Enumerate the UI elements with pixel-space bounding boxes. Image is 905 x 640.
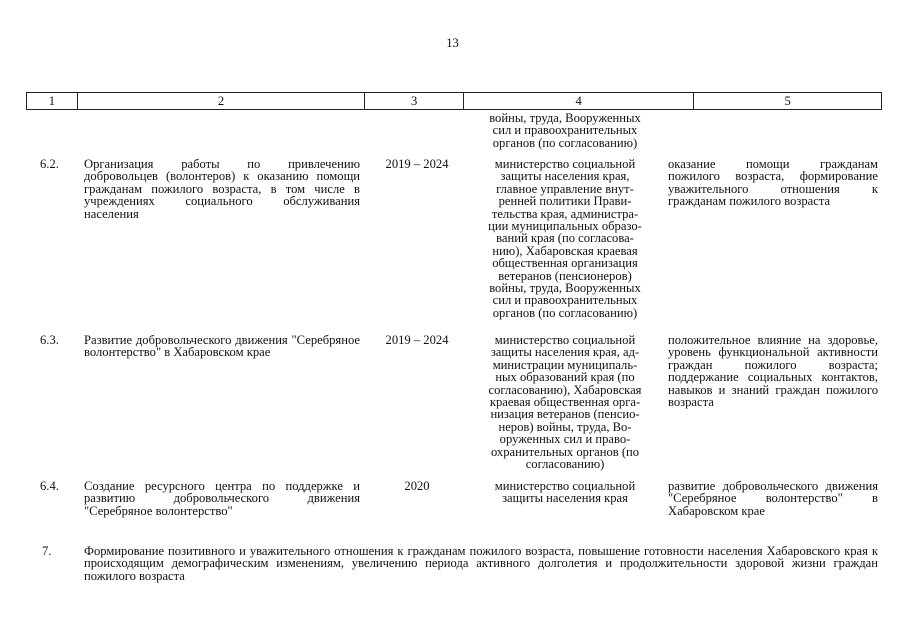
row-period-6-3: 2019 – 2024: [385, 333, 449, 347]
executors-line: министрации муниципаль-: [492, 357, 638, 372]
executors-line: органов (по согласованию): [492, 135, 638, 150]
executors-line: войны, труда, Вооруженных: [489, 281, 641, 296]
row-number-6-4: 6.4.: [40, 479, 59, 493]
executors-line: министерство социальной: [494, 333, 636, 347]
row-description-6-2: Организация работы по привлечению добровольцев (волонтеров) к оказанию помощи гражданам пожилого возраста, в том числе в учреждениях социального обслуживания населения: [84, 157, 360, 221]
row-period-6-2: 2019 – 2024: [385, 157, 449, 171]
row-executors-6-2: [470, 158, 660, 319]
header-col-1: 1: [27, 93, 78, 109]
executors-line: общественная организация: [492, 256, 638, 271]
executors-line: нию), Хабаровская краевая: [492, 243, 638, 258]
section-7-number: 7.: [42, 544, 52, 558]
table-header-row: [26, 92, 882, 110]
row-executors-6-3: [470, 334, 660, 470]
row-number-6-3: 6.3.: [40, 333, 59, 347]
header-col-2: 2: [78, 93, 365, 109]
executors-line: войны, труда, Вооруженных: [489, 111, 641, 125]
continuation-executors: [470, 112, 660, 149]
executors-line: органов (по согласованию): [492, 305, 638, 320]
row-period-6-4: 2020: [404, 479, 430, 493]
executors-line: краевая общественная орга-: [489, 395, 641, 410]
executors-line: сил и правоохранительных: [492, 123, 638, 138]
section-7-text: Формирование позитивного и уважительного отношения к гражданам пожилого возраста, повышение готовности населения Хабаровского края к происходящим демографическим изменениям, увеличению периода активного долголетия и продолжительности здоровой жизни граждан пожилого возраста: [84, 544, 878, 583]
executors-line: защиты населения края,: [500, 169, 630, 184]
executors-line: охранительных органов (по: [490, 444, 640, 459]
header-col-3: 3: [365, 93, 464, 109]
row-executors-6-4: [470, 480, 660, 505]
executors-line: согласованию): [525, 457, 605, 472]
executors-line: ции муниципальных образо-: [488, 219, 642, 234]
row-description-6-4: Создание ресурсного центра по поддержке и развитию добровольческого движения "Серебряное волонтерство": [84, 479, 360, 518]
executors-line: согласованию), Хабаровская: [488, 382, 642, 397]
executors-line: оруженных сил и право-: [499, 432, 631, 447]
executors-line: тельства края, администра-: [491, 206, 639, 221]
executors-line: министерство социальной: [494, 479, 636, 493]
executors-line: ветеранов (пенсионеров): [498, 268, 632, 283]
row-result-6-2: оказание помощи гражданам пожилого возраста, формирование уважительного отношения к гражданам пожилого возраста: [668, 157, 878, 209]
executors-line: главное управление внут-: [496, 181, 634, 196]
executors-line: сил и правоохранительных: [492, 293, 638, 308]
header-col-5: 5: [784, 93, 791, 108]
executors-line: министерство социальной: [494, 157, 636, 171]
row-number-6-2: 6.2.: [40, 157, 59, 171]
executors-line: ваний края (по согласова-: [496, 231, 634, 246]
row-result-6-4: развитие добровольческого движения "Серебряное волонтерство" в Хабаровском крае: [668, 479, 878, 518]
row-description-6-3: Развитие добровольческого движения "Серебряное волонтерство" в Хабаровском крае: [84, 333, 360, 360]
row-result-6-3: положительное влияние на здоровье, уровень функциональной активности граждан пожилого возраста; поддержание социальных контактов, навыков и знаний граждан пожилого возраста: [668, 333, 878, 410]
page-number: 13: [446, 36, 459, 50]
executors-line: защиты населения края, ад-: [490, 345, 640, 360]
executors-line: защиты населения края: [502, 491, 628, 506]
header-col-4: 4: [464, 93, 694, 109]
executors-line: ренней политики Прави-: [498, 194, 632, 209]
executors-line: низация ветеранов (пенсио-: [490, 407, 640, 422]
executors-line: ных образований края (по: [495, 370, 635, 385]
executors-line: неров) войны, труда, Во-: [498, 419, 632, 434]
